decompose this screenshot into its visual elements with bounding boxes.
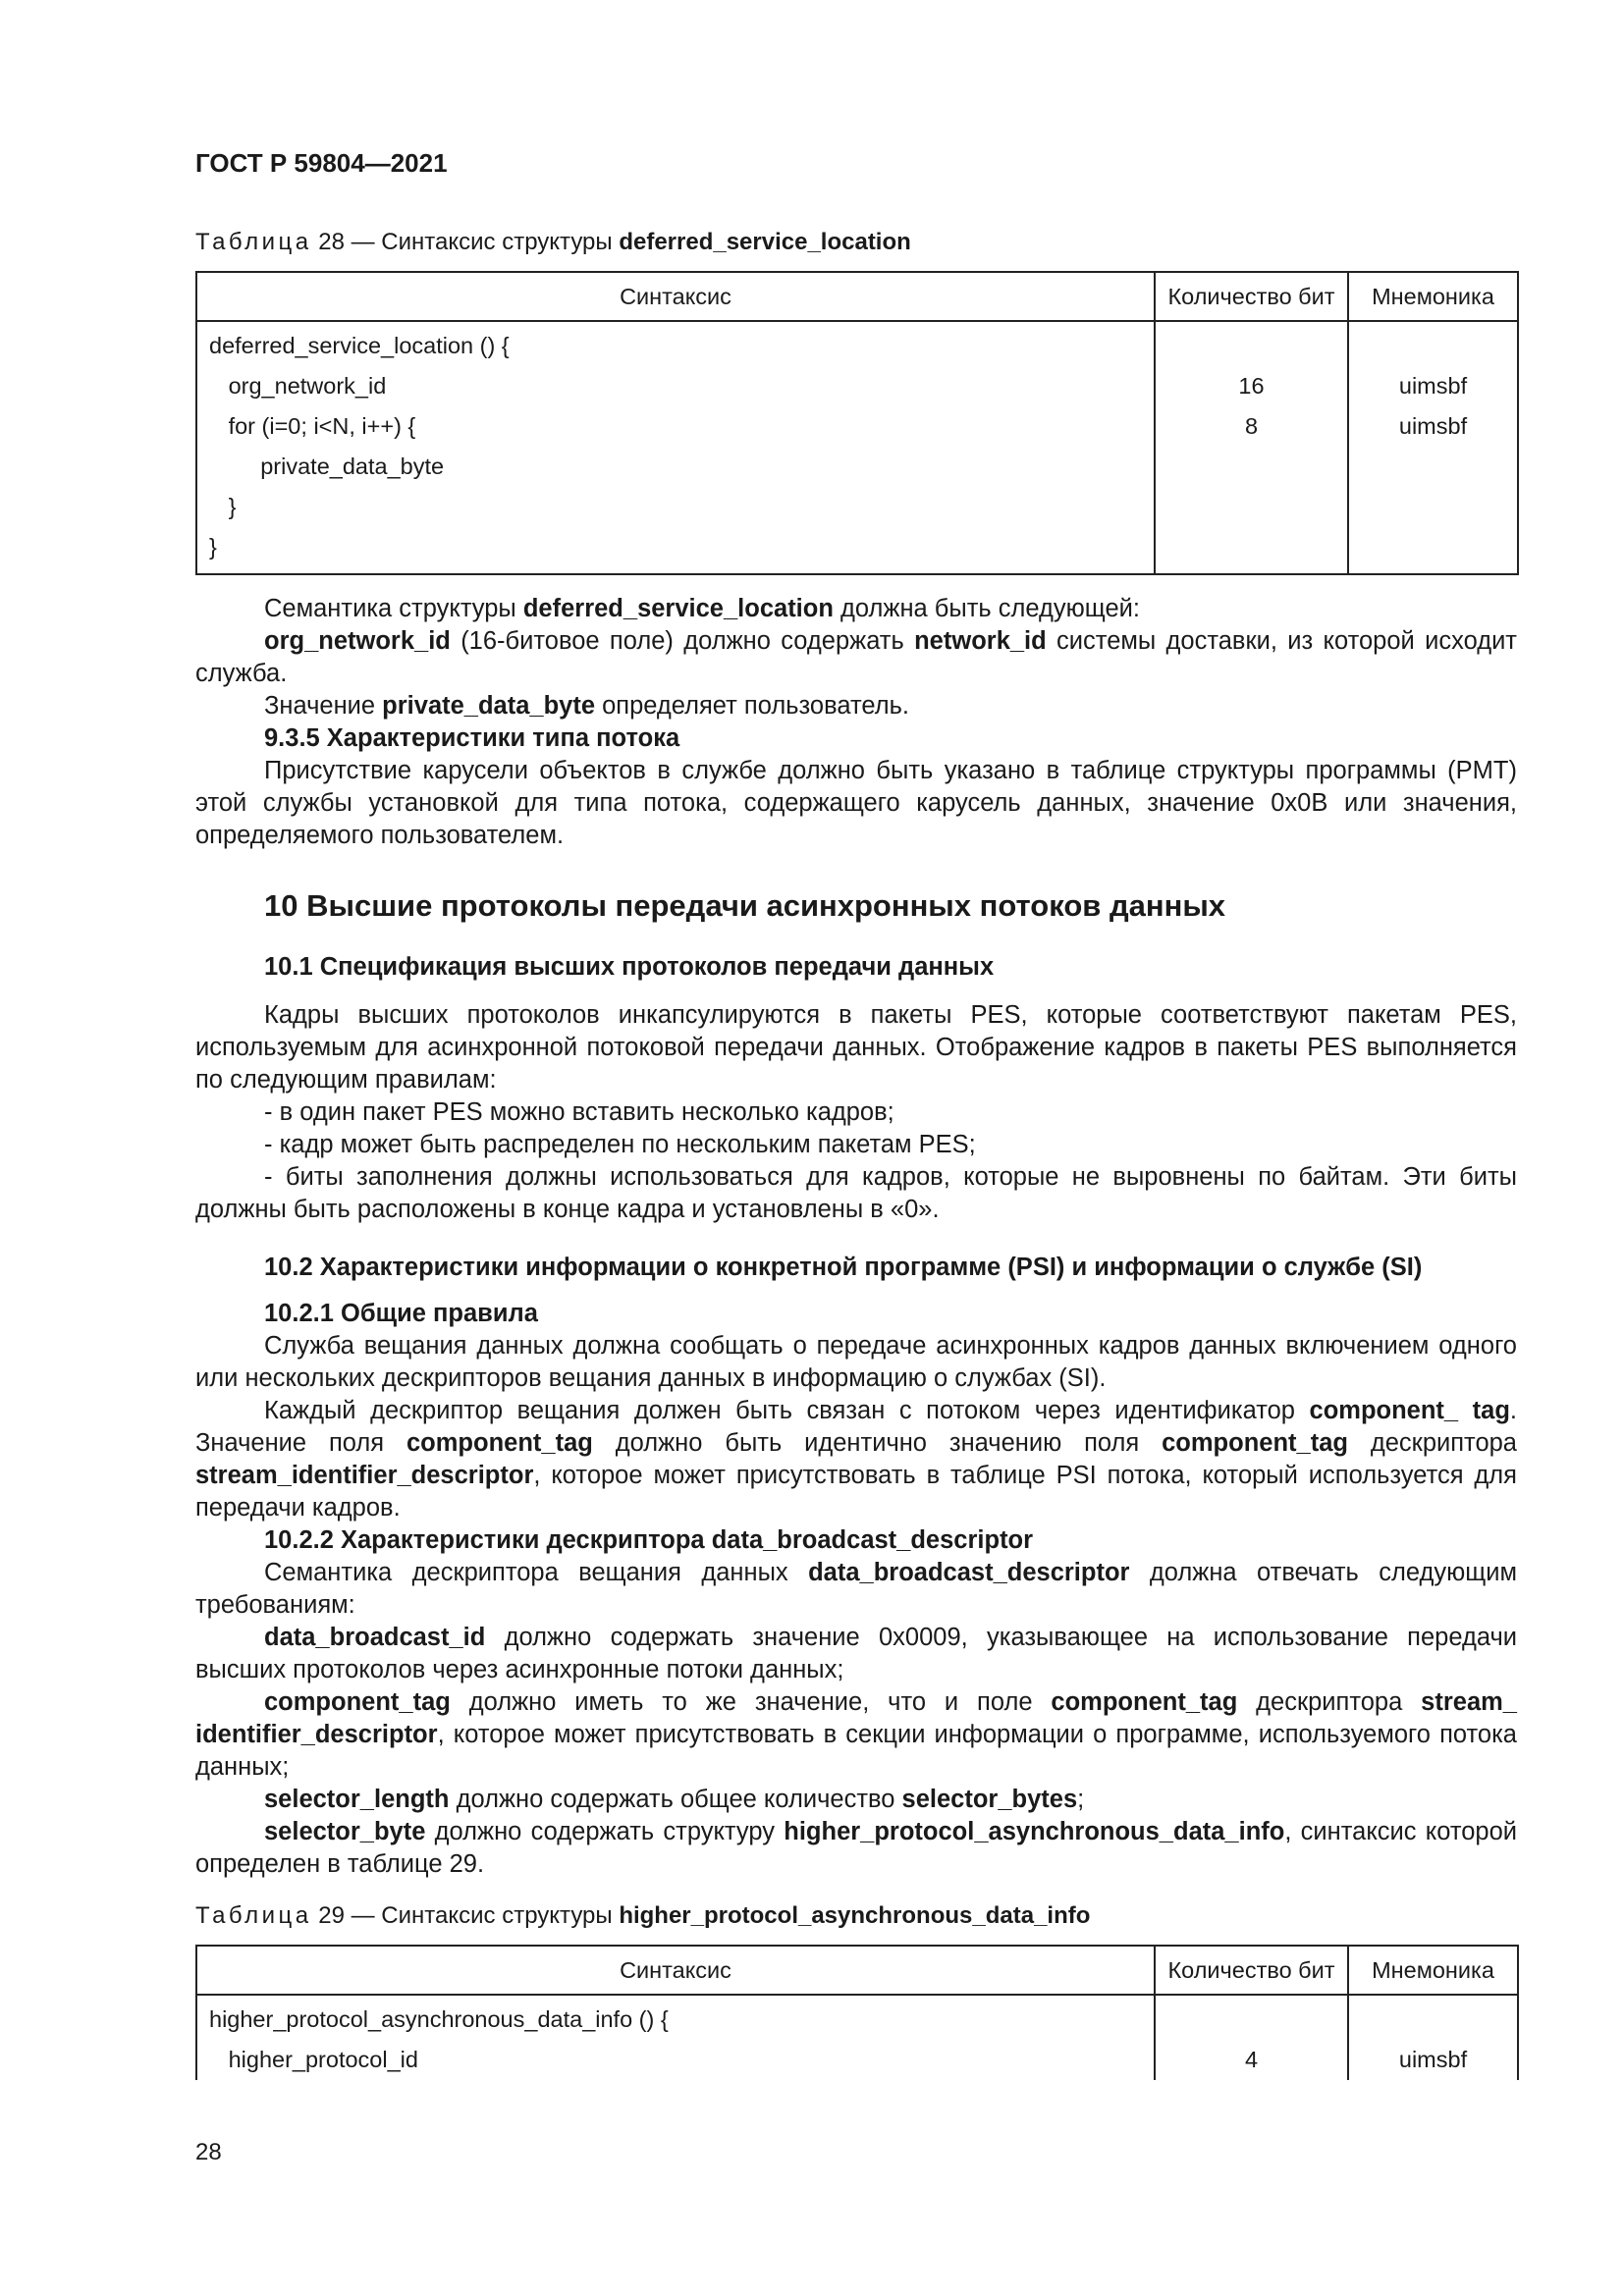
mnemonic-value: uimsbf (1398, 2047, 1468, 2072)
column-header-bits: Количество бит (1155, 272, 1348, 321)
mnemonic-cell (1348, 321, 1518, 574)
bits-value: 8 (1244, 413, 1259, 439)
syntax-line: higher_protocol_asynchronous_data_info () { (209, 2006, 669, 2032)
section-10-1-body (195, 999, 1517, 1226)
table-29-header-row (196, 1946, 1518, 1995)
paragraph: data_broadcast_id должно содержать значение 0x0009, указывающее на использование передачи высших протоколов через асинхронные потоки данных; (195, 1624, 1517, 1683)
table-29-caption-name: higher_protocol_asynchronous_data_info (619, 1902, 1091, 1929)
syntax-line: higher_protocol_id (209, 2047, 418, 2072)
list-item: - кадр может быть распределен по нескольким пакетам PES; (264, 1131, 976, 1158)
bits-cell (1155, 321, 1348, 574)
table-28-header-row (196, 272, 1518, 321)
column-header-bits: Количество бит (1155, 1946, 1348, 1995)
syntax-line: org_network_id (209, 373, 387, 399)
syntax-cell (196, 1995, 1155, 2080)
table-28-caption-text: 28 — Синтаксис структуры (311, 229, 620, 255)
paragraph: Каждый дескриптор вещания должен быть связан с потоком через идентификатор component_ tag. Значение поля component_tag должно быть идентично значению поля component_tag дескриптора stream_identifier_descriptor, которое может присутствовать в таблице PSI потока, который используется для передачи кадров. (195, 1397, 1517, 1522)
paragraph: selector_byte должно содержать структуру higher_protocol_asynchronous_data_info, синтаксис которой определен в таблице 29. (195, 1818, 1518, 1878)
syntax-line: private_data_byte (209, 454, 445, 479)
subsection-heading-10-2: 10.2 Характеристики информации о конкретной программе (PSI) и информации о службе (SI) (264, 1254, 1423, 1281)
syntax-cell (196, 321, 1155, 574)
table-28-caption (195, 226, 911, 258)
page-number: 28 (195, 2139, 222, 2165)
subsection-heading-9-3-5: 9.3.5 Характеристики типа потока (264, 724, 680, 752)
paragraph: Присутствие карусели объектов в службе должно быть указано в таблице структуры программы (PMT) этой службы установкой для типа потока, содержащего карусель данных, значение 0x0B или значения, определяемого пользователем. (195, 757, 1517, 849)
syntax-line: for (i=0; i<N, i++) { (209, 413, 416, 439)
mnemonic-value: uimsbf (1398, 413, 1468, 439)
paragraph: Служба вещания данных должна сообщать о передаче асинхронных кадров данных включением одного или нескольких дескрипторов вещания данных в информацию о службах (SI). (195, 1332, 1517, 1392)
document-page (195, 0, 1517, 2296)
paragraph: org_network_id (16-битовое поле) должно содержать network_id системы доставки, из которой исходит служба. (195, 627, 1517, 687)
section-title-10: 10 Высшие протоколы передачи асинхронных потоков данных (264, 888, 1226, 923)
table-29-caption-text: 29 — Синтаксис структуры (311, 1902, 620, 1929)
list-item: - в один пакет PES можно вставить несколько кадров; (264, 1098, 894, 1126)
paragraph: Семантика дескриптора вещания данных data_broadcast_descriptor должна отвечать следующим требованиям: (195, 1559, 1517, 1619)
column-header-syntax: Синтаксис (196, 272, 1155, 321)
semantics-block (195, 593, 1517, 852)
table-28 (195, 271, 1519, 575)
bits-value: 4 (1244, 2047, 1259, 2072)
paragraph: component_tag должно иметь то же значение, что и поле component_tag дескриптора stream_ identifier_descriptor, которое может присутствовать в секции информации о программе, используемого потока данных; (195, 1688, 1517, 1781)
paragraph: selector_length должно содержать общее количество selector_bytes; (264, 1786, 1085, 1813)
table-28-caption-prefix: Таблица (195, 229, 312, 255)
subsection-heading-10-2-2: 10.2.2 Характеристики дескриптора data_broadcast_descriptor (264, 1526, 1034, 1554)
column-header-mnemonic: Мнемоника (1348, 1946, 1518, 1995)
syntax-line: } (209, 534, 217, 560)
section-10-2-body (195, 1298, 1517, 1881)
subsection-heading-10-2-1: 10.2.1 Общие правила (264, 1300, 538, 1327)
mnemonic-value (1349, 2000, 1517, 2040)
table-29 (195, 1945, 1519, 2080)
mnemonic-cell (1348, 1995, 1518, 2080)
table-29-body-row (196, 1995, 1518, 2080)
paragraph: Семантика структуры deferred_service_location должна быть следующей: (264, 595, 1140, 622)
bits-cell (1155, 1995, 1348, 2080)
bits-value (1156, 326, 1347, 366)
column-header-mnemonic: Мнемоника (1348, 272, 1518, 321)
syntax-line: deferred_service_location () { (209, 333, 510, 358)
bits-value: 16 (1238, 373, 1265, 399)
list-item: - биты заполнения должны использоваться для кадров, которые не выровнены по байтам. Эти биты должны быть расположены в конце кадра и установлены в «0». (195, 1163, 1517, 1223)
mnemonic-value: uimsbf (1398, 373, 1468, 399)
table-29-caption (195, 1899, 1090, 1932)
table-29-caption-prefix: Таблица (195, 1902, 312, 1929)
mnemonic-value (1349, 326, 1517, 366)
document-header: ГОСТ Р 59804—2021 (195, 148, 448, 178)
table-28-body-row (196, 321, 1518, 574)
paragraph: Кадры высших протоколов инкапсулируются в пакеты PES, которые соответствуют пакетам PES, используемым для асинхронной потоковой передачи данных. Отображение кадров в пакеты PES выполняется по следующим правилам: (195, 1001, 1517, 1094)
syntax-line: } (209, 494, 237, 519)
column-header-syntax: Синтаксис (196, 1946, 1155, 1995)
subsection-heading-10-1: 10.1 Спецификация высших протоколов передачи данных (264, 953, 995, 981)
bits-value (1156, 2000, 1347, 2040)
table-28-caption-name: deferred_service_location (619, 229, 911, 255)
paragraph: Значение private_data_byte определяет пользователь. (264, 692, 909, 720)
